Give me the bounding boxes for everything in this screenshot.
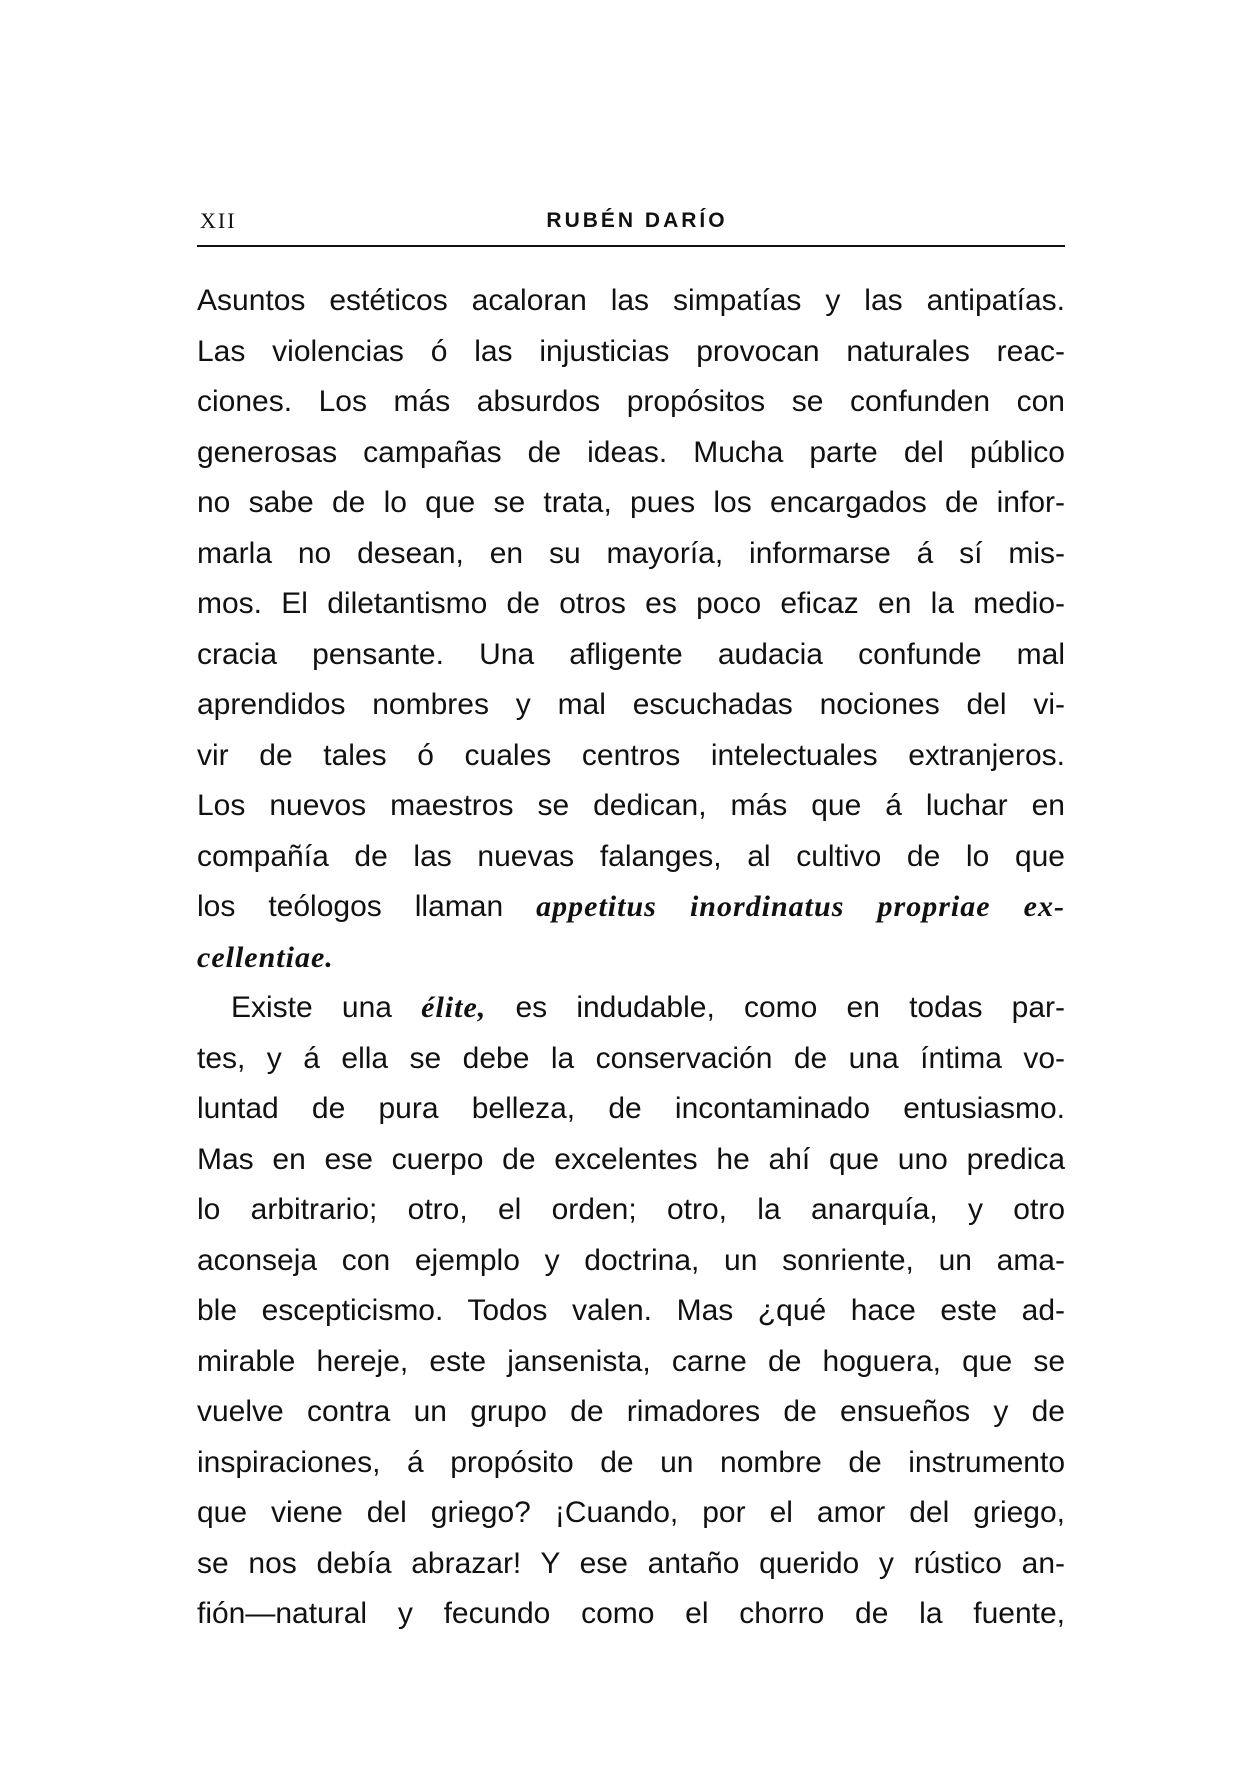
text-line: ciones. Los más absurdos propósitos se confunden con — [197, 385, 1065, 418]
text-line: fión—natural y fecundo como el chorro de la fuente, — [197, 1597, 1065, 1630]
elite-term: élite, — [421, 991, 487, 1024]
text-line: cracia pensante. Una afligente audacia confunde mal — [197, 637, 1065, 671]
page-number: XII — [200, 208, 237, 233]
text-line: aprendidos nombres y mal escuchadas nociones del vi- — [197, 688, 1065, 721]
text-line: compañía de las nuevas falanges, al cultivo de lo que — [197, 839, 1065, 873]
latin-phrase: appetitus inordinatus propriae ex- — [536, 890, 1065, 923]
running-title: RUBÉN DARÍO — [546, 209, 728, 232]
text-line: marla no desean, en su mayoría, informarse á sí mis- — [197, 536, 1065, 570]
text-line: los teólogos llaman appetitus inordinatus propriae ex- — [197, 890, 1065, 923]
running-head — [197, 206, 1065, 236]
text-line: Mas en ese cuerpo de excelentes he ahí que uno predica — [197, 1142, 1065, 1176]
text-line — [197, 933, 1065, 984]
text-line: luntad de pura belleza, de incontaminado entusiasmo. — [197, 1092, 1065, 1125]
text-line: que viene del griego? ¡Cuando, por el amor del griego, — [197, 1496, 1065, 1529]
text-line: Los nuevos maestros se dedican, más que á luchar en — [197, 789, 1065, 822]
text-line: Existe una élite, es indudable, como en todas par- — [231, 991, 1065, 1024]
text-line: generosas campañas de ideas. Mucha parte del público — [197, 435, 1065, 469]
text-line: inspiraciones, á propósito de un nombre de instrumento — [197, 1445, 1065, 1479]
text-line: vuelve contra un grupo de rimadores de ensueños y de — [197, 1395, 1065, 1428]
text-line: Las violencias ó las injusticias provocan naturales reac- — [197, 334, 1065, 368]
text-line: lo arbitrario; otro, el orden; otro, la anarquía, y otro — [197, 1193, 1065, 1226]
text-line: mirable hereje, este jansenista, carne de hoguera, que se — [197, 1344, 1065, 1378]
text-line: Asuntos estéticos acaloran las simpatías y las antipatías. — [197, 284, 1065, 317]
text-line: ble escepticismo. Todos valen. Mas ¿qué hace este ad- — [197, 1294, 1065, 1327]
text-line: tes, y á ella se debe la conservación de una íntima vo- — [197, 1041, 1065, 1075]
text-line: no sabe de lo que se trata, pues los encargados de infor- — [197, 486, 1065, 519]
header-rule — [197, 245, 1065, 247]
text-line: mos. El diletantismo de otros es poco eficaz en la medio- — [197, 587, 1065, 620]
text-line: vir de tales ó cuales centros intelectuales extranjeros. — [197, 738, 1065, 772]
text-line: se nos debía abrazar! Y ese antaño querido y rústico an- — [197, 1546, 1065, 1580]
latin-phrase-end: cellentiae. — [197, 940, 334, 974]
text-line: aconseja con ejemplo y doctrina, un sonriente, un ama- — [197, 1243, 1065, 1277]
body-text — [197, 276, 1065, 1640]
